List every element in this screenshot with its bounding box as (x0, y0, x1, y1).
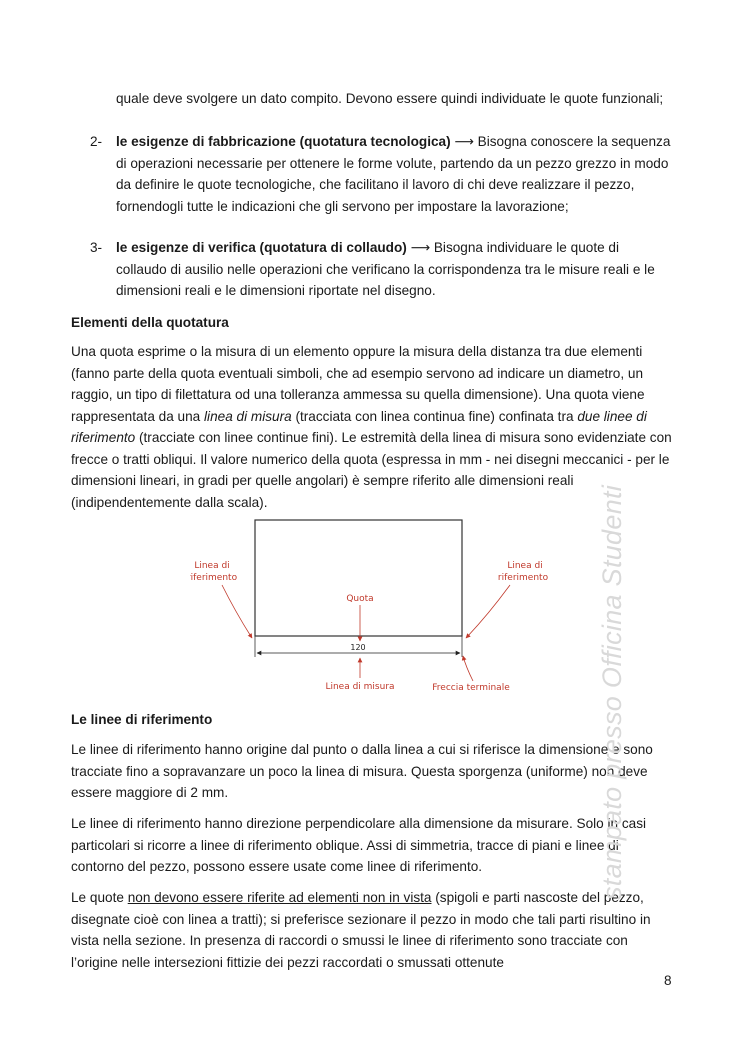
section-heading: Le linee di riferimento (71, 712, 213, 727)
label-reference-line-right: riferimento (497, 573, 549, 583)
list-number: 3- (90, 240, 103, 255)
underlined-text: non devono essere riferite ad elementi non in vista (127, 890, 432, 905)
italic-term: linea di misura (204, 408, 292, 424)
paragraph: Le linee di riferimento hanno direzione perpendicolare alla dimensione da misurare. Solo in casi particolari si ricorre a linee di riferimento oblique. Assi di simmetria, tracce di piani e linee di contorno del pezzo, possono essere usate come linee di riferimento. (71, 816, 647, 874)
list-item-text: ⟶ Bisogna individuare le quote di collaudo di ausilio nelle operazioni che verificano la corrispondenza tra le misure reali e le dimensioni reali e le dimensioni riportate nel disegno. (116, 240, 655, 298)
label-measure-line: Linea di misura (325, 682, 395, 692)
label-reference-line-left: Linea di (194, 561, 230, 571)
paragraph-text: Una quota esprime o la misura di un elemento oppure la misura della distanza tra due elementi (fanno parte della quota eventuali simboli, che ad esempio servono ad indicare un diametro, un raggio, un tipo di filettatura od una tolleranza ammessa su quella dimensione). Una quota viene rappresentata da una (71, 344, 645, 424)
list-item-body (116, 237, 671, 302)
label-reference-line-left: riferimento (190, 573, 238, 583)
list-number: 2- (90, 134, 103, 149)
label-terminal-arrow: Freccia terminale (432, 683, 510, 693)
paragraph-text: (tracciata con linea continua fine) confinata tra (291, 408, 578, 424)
paragraph-text: (tracciate con linee continue fini). Le estremità della linea di misura sono evidenziate con frecce o tratti obliqui. Il valore numerico della quota (espressa in mm - nei disegni meccanici - per le dimensioni lineari, in gradi per quelle angolari) è sempre riferito alle dimensioni reali (indipendentemente dalla scala). (71, 430, 672, 510)
pointer-arrow-left (222, 585, 252, 638)
list-item-title: le esigenze di verifica (quotatura di collaudo) (116, 240, 407, 255)
list-item-text: ⟶ Bisogna conoscere la sequenza di operazioni necessarie per ottenere le forme volute, partendo da un pezzo grezzo in modo da definire le quote tecnologiche, che facilitano il lavoro di chi deve realizzare il pezzo, fornendogli tutte le indicazioni che gli servono per impostare la lavorazione; (116, 134, 671, 214)
paragraph-text: (spigoli e parti nascoste del pezzo, disegnate cioè con linea a tratti); si preferisce sezionare il pezzo in modo che tali parti risultino in vista nella sezione. In presenza di raccordi o smussi le linee di riferimento sono tracciate con l’origine nelle intersezioni fittizie dei pezzi raccordati o smussati ottenute (71, 890, 651, 970)
label-quota: Quota (346, 594, 374, 604)
section-heading: Elementi della quotatura (71, 315, 229, 330)
label-reference-line-right: Linea di (507, 561, 543, 571)
dimension-value: 120 (350, 643, 366, 652)
italic-term: due linee di riferimento (71, 408, 647, 445)
dimension-diagram (190, 517, 550, 697)
list-item-body (116, 131, 671, 217)
list-item-title: le esigenze di fabbricazione (quotatura tecnologica) (116, 134, 451, 149)
paragraph-text: Le quote (71, 890, 128, 905)
paragraph: Le linee di riferimento hanno origine dal punto o dalla linea a cui si riferisce la dimensione e sono tracciate fino a sopravanzare un poco la linea di misura. Questa sporgenza (uniforme) non deve essere maggiore di 2 mm. (71, 742, 653, 800)
list-item-continuation: quale deve svolgere un dato compito. Devono essere quindi individuate le quote funzionali; (116, 91, 664, 106)
part-outline (255, 520, 462, 636)
paragraph (71, 341, 673, 513)
pointer-arrow-right (466, 585, 510, 638)
pointer-arrow-terminal (463, 656, 473, 681)
paragraph (71, 887, 673, 973)
page-number: 8 (664, 973, 672, 988)
dimension-figure (190, 517, 550, 697)
watermark: stampato presso Officina Studenti (597, 484, 627, 900)
